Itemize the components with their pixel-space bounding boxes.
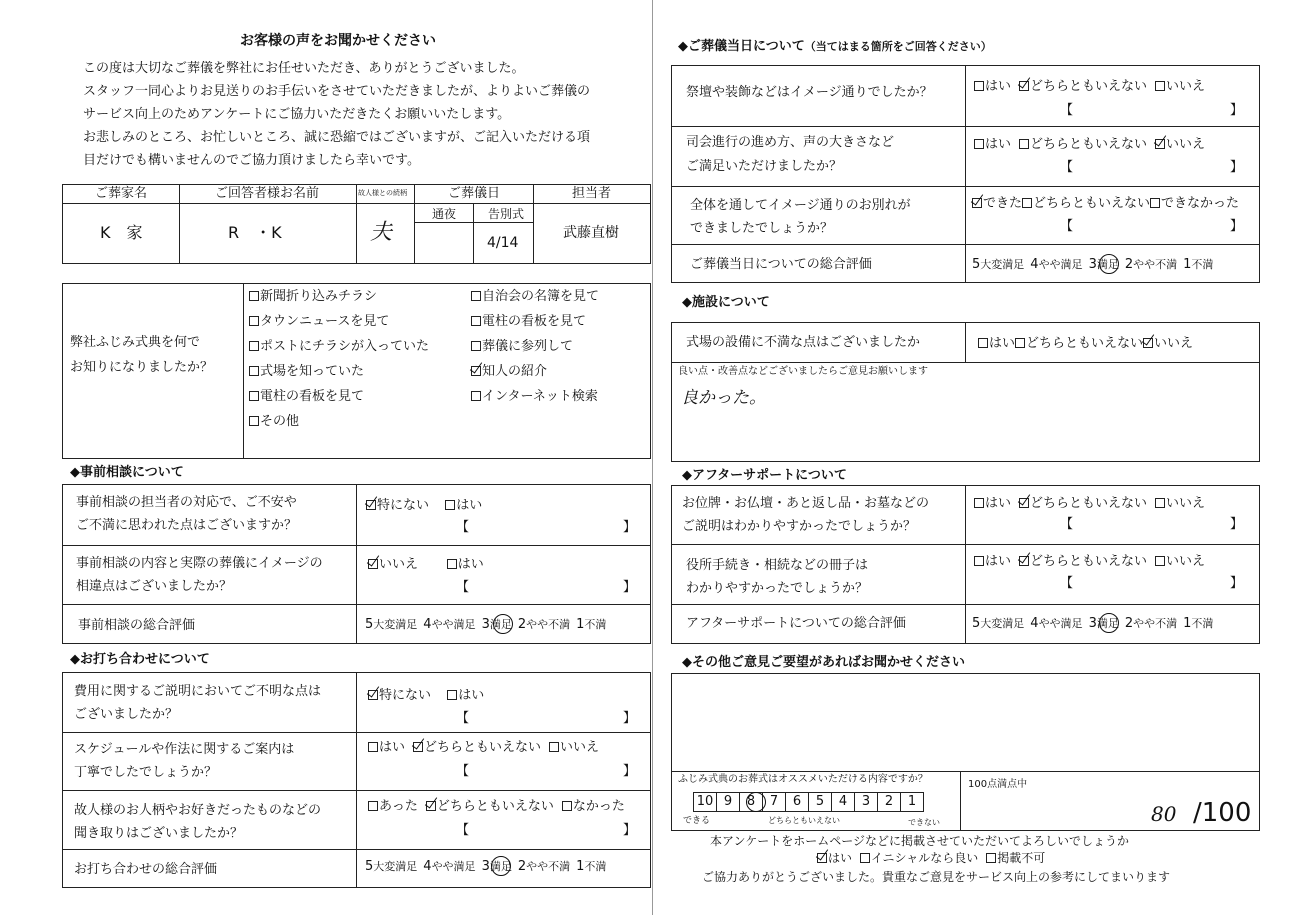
source-option: 電柱の看板を見て [249, 390, 429, 415]
source-option: 葬儀に参列して [471, 340, 599, 365]
funeral-overall: ご葬儀当日についての総合評価 [690, 257, 872, 272]
source-options-right [471, 290, 599, 415]
header-date: ご葬儀日 [448, 186, 501, 201]
respondent-name-value: R ・K [228, 223, 282, 242]
after-q1: お位牌・お仏壇・あと返し品・お墓などの [682, 496, 930, 511]
score-value: 80 [1151, 802, 1177, 826]
kokubetsu-value: 4/14 [487, 235, 519, 251]
source-option: その他 [249, 415, 429, 440]
selected-circle [1099, 254, 1119, 274]
funeral-q2: 司会進行の進め方、声の大きさなど [686, 135, 895, 150]
scale-cell[interactable]: 5 [809, 793, 832, 811]
scale-cell[interactable]: 6 [786, 793, 809, 811]
header-relation: 故人様との続柄 [358, 189, 407, 197]
prior-heading: ◆事前相談について [70, 465, 184, 480]
publish-options: はい イニシャルなら良い 掲載不可 [817, 852, 1045, 864]
score-max: /100 [1193, 798, 1252, 828]
selected-circle [746, 792, 766, 812]
recommend-question: ふじみ式典のお葬式はオススメいただける内容ですか？ [678, 774, 928, 785]
publish-question: 本アンケートをホームページなどに掲載させていただいてよろしいでしょうか [710, 834, 1130, 848]
thanks-text: ご協力ありがとうございました。貴重なご意見をサービス向上の参考にしてまいります [702, 870, 1171, 884]
scale-cell[interactable]: 1 [907, 794, 917, 809]
header-tsuya: 通夜 [432, 207, 457, 221]
other-heading: ◆その他ご意見ご要望があればお聞かせください [682, 655, 965, 670]
family-name-value: K 家 [100, 223, 143, 242]
source-options-left [249, 290, 429, 440]
scale-high-label: できない [908, 818, 940, 827]
meeting-heading: ◆お打ち合わせについて [70, 652, 210, 667]
prior-q2: 事前相談の内容と実際の葬儀にイメージの [76, 556, 323, 571]
header-family: ご葬家名 [95, 186, 148, 201]
recommend-scale [693, 792, 924, 812]
scale-cell[interactable]: 9 [717, 793, 740, 811]
header-respondent: ご回答者様お名前 [215, 186, 320, 201]
source-option: タウンニュースを見て [249, 315, 429, 340]
rating-scale: 5大変満足 4やや満足 3満足 2やや不満 1不満 [972, 616, 1214, 631]
funeral-q1: 祭壇や装飾などはイメージ通りでしたか？ [686, 85, 933, 100]
rating-scale: 5大変満足 4やや満足 3満足 2やや不満 1不満 [365, 617, 607, 632]
prior-overall: 事前相談の総合評価 [78, 618, 196, 633]
scale-mid-label: どちらともいえない [768, 816, 840, 825]
rating-scale: 5大変満足 4やや満足 3満足 2やや不満 1不満 [365, 859, 607, 874]
scale-cell[interactable]: 10 [694, 793, 717, 811]
scale-cell[interactable]: 4 [832, 793, 855, 811]
after-overall: アフターサポートについての総合評価 [686, 616, 906, 631]
after-heading: ◆アフターサポートについて [682, 468, 847, 483]
selected-circle [1099, 613, 1119, 633]
score-label: 100点満点中 [968, 779, 1028, 790]
checked-box[interactable] [471, 366, 481, 376]
funeral-day-heading: ◆ご葬儀当日について（当てはまる箇所をご回答ください） [678, 39, 992, 54]
source-option: 電柱の看板を見て [471, 315, 599, 340]
meeting-overall: お打ち合わせの総合評価 [74, 862, 218, 877]
source-option: ポストにチラシが入っていた [249, 340, 429, 365]
source-option: インターネット検索 [471, 390, 599, 415]
facility-comment-label: 良い点・改善点などございましたらご意見お願いします [678, 366, 928, 377]
intro-text: この度は大切なご葬儀を弊社にお任せいただき、ありがとうございました。 スタッフ一同心よりお見送りのお手伝いをさせていただきましたが、よりよいご葬儀の サービス向上のためアンケートにご協力いただきたくお願いいたします。 お悲しみのところ、お忙しいところ、誠に恐縮ではございますが、ご記入いただける項 目だけでも構いませんのでご協力頂けましたら幸いです。 [83, 61, 591, 168]
source-option: 自治会の名簿を見て [471, 290, 599, 315]
staff-value: 武藤直樹 [563, 225, 619, 241]
scale-cell[interactable]: 7 [763, 793, 786, 811]
source-question: 弊社ふじみ式典を何で [70, 335, 201, 350]
source-option: 新聞折り込みチラシ [249, 290, 429, 315]
facility-q1: 式場の設備に不満な点はございましたか [686, 335, 921, 350]
source-option: 式場を知っていた [249, 365, 429, 390]
meeting-q1: 費用に関するご説明においてご不明な点は [74, 684, 322, 699]
scale-cell[interactable]: 3 [855, 793, 878, 811]
funeral-q3: 全体を通してイメージ通りのお別れが [690, 198, 911, 213]
rating-scale: 5大変満足 4やや満足 3満足 2やや不満 1不満 [972, 257, 1214, 272]
meeting-q2: スケジュールや作法に関するご案内は [74, 742, 295, 757]
header-kokubetsu: 告別式 [488, 207, 525, 221]
facility-comment: 良かった。 [681, 388, 766, 408]
after-q2: 役所手続き・相続などの冊子は [686, 558, 869, 573]
fold-line [652, 0, 653, 915]
scale-cell[interactable]: 8 [740, 793, 763, 811]
page-title: お客様の声をお聞かせください [240, 33, 436, 49]
prior-q1: 事前相談の担当者の対応で、ご不安や [76, 495, 297, 510]
facility-heading: ◆施設について [682, 295, 770, 310]
selected-circle [493, 614, 513, 634]
header-staff: 担当者 [572, 186, 612, 201]
selected-circle [491, 856, 511, 876]
scale-low-label: できる [683, 816, 711, 826]
relation-value: 夫 [370, 220, 393, 245]
scale-cell[interactable]: 2 [878, 793, 901, 811]
source-option: 知人の紹介 [471, 365, 599, 390]
meeting-q3: 故人様のお人柄やお好きだったものなどの [74, 803, 322, 818]
